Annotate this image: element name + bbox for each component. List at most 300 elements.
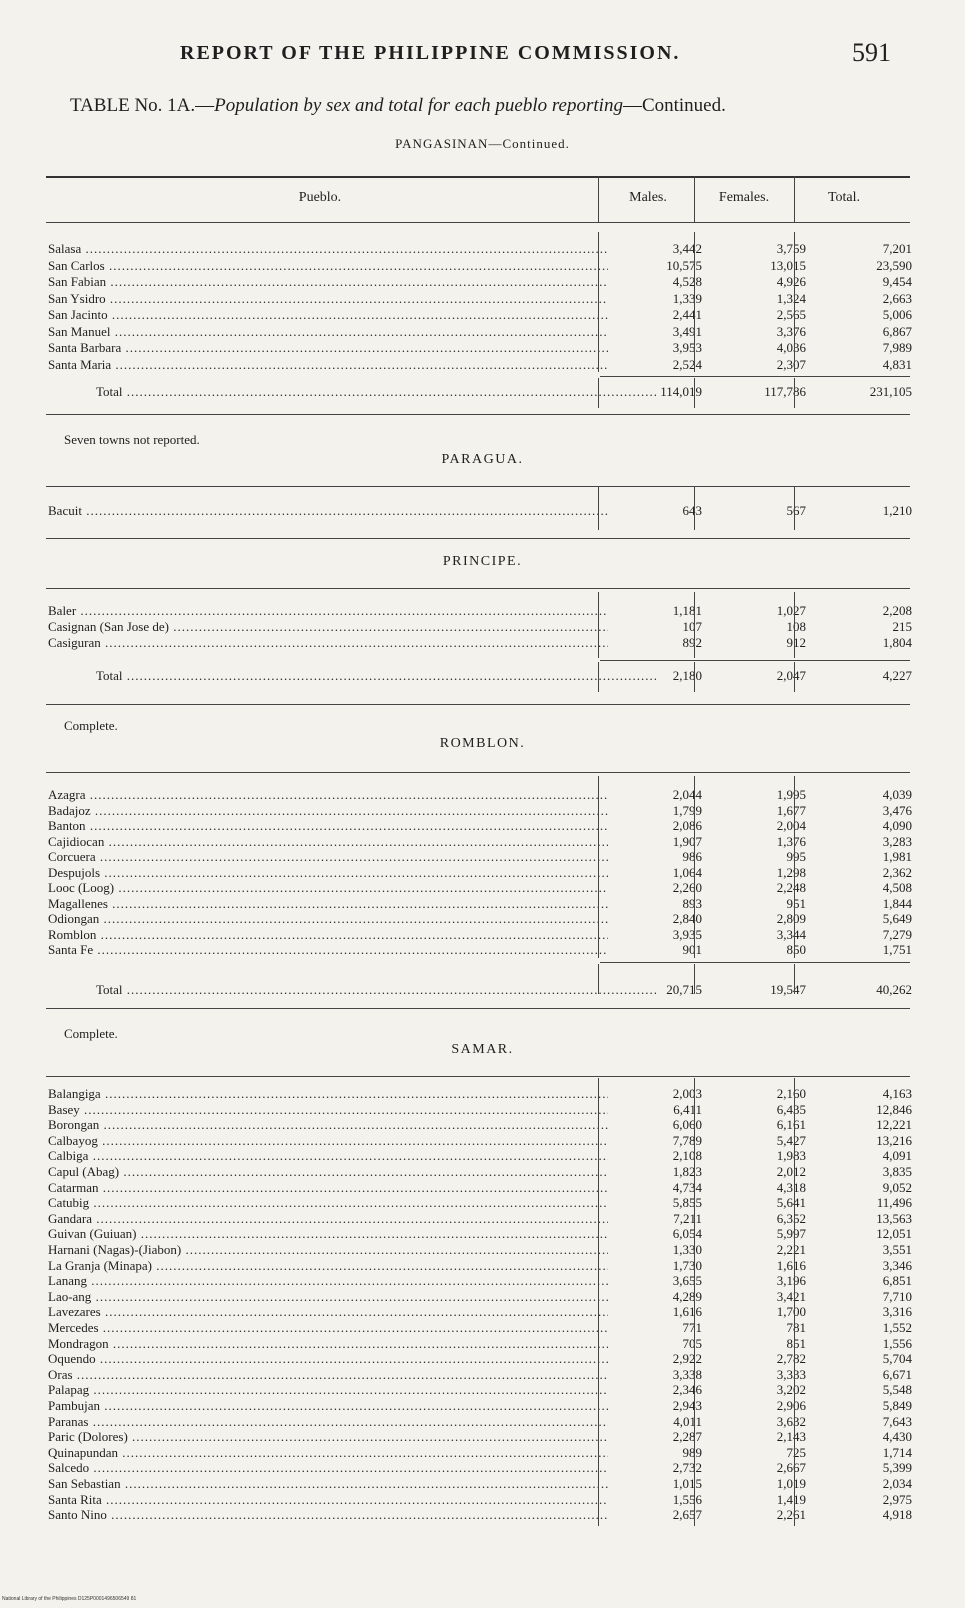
- males-value: 1,823: [672, 1164, 702, 1179]
- table-row: [0, 927, 965, 943]
- section-end-rule: [46, 1008, 910, 1009]
- total-rule: [600, 962, 910, 963]
- table-row: [0, 1226, 965, 1242]
- females-value: 5,427: [776, 1132, 806, 1148]
- section-top-rule: [46, 486, 910, 487]
- females-value: 117,786: [764, 384, 806, 399]
- females-value: 6,352: [776, 1210, 806, 1226]
- table-row: [0, 942, 965, 958]
- females-value: 567: [786, 503, 806, 518]
- table-row: [0, 1492, 965, 1508]
- pueblo-name: Magallenes .....: [48, 896, 608, 912]
- section-top-rule: [46, 772, 910, 773]
- total-value: 5,399: [882, 1460, 912, 1476]
- pueblo-name: San Jacinto .....: [48, 307, 608, 323]
- females-value: 2,906: [776, 1398, 806, 1413]
- section-end-rule: [46, 538, 910, 539]
- females-value: 3,759: [776, 241, 806, 256]
- header-bottom-rule: [46, 222, 910, 223]
- females-value: 2,248: [776, 880, 806, 895]
- females-value: 781: [786, 1320, 806, 1335]
- females-value: 4,926: [776, 274, 806, 289]
- table-row: [0, 849, 965, 865]
- total-value: 12,051: [876, 1226, 912, 1242]
- column-divider: [794, 592, 795, 658]
- table-row: [0, 635, 965, 651]
- total-value: 5,649: [882, 911, 912, 926]
- females-value: 1,995: [776, 787, 806, 802]
- pueblo-name: Lavezares .....: [48, 1304, 608, 1320]
- total-value: 231,105: [869, 384, 912, 399]
- column-divider: [694, 1078, 695, 1526]
- females-value: 725: [786, 1444, 806, 1460]
- total-value: 6,851: [882, 1273, 912, 1289]
- total-value: 40,262: [876, 982, 912, 997]
- table-row: [0, 1414, 965, 1430]
- table-row: [0, 803, 965, 819]
- header-total: Total.: [827, 190, 861, 205]
- females-value: 5,997: [776, 1226, 806, 1242]
- table-row: [0, 1258, 965, 1274]
- females-value: 2,221: [776, 1242, 806, 1257]
- males-value: 7,789: [672, 1132, 702, 1148]
- females-value: 1,019: [776, 1476, 806, 1491]
- total-value: 5,704: [882, 1351, 912, 1367]
- pueblo-name: Calbiga .....: [48, 1148, 608, 1164]
- total-value: 2,975: [882, 1491, 912, 1507]
- pueblo-name: San Carlos .....: [48, 258, 608, 274]
- table-row: [0, 1445, 965, 1461]
- column-divider: [598, 592, 599, 658]
- males-value: 3,935: [672, 926, 702, 942]
- males-value: 643: [682, 503, 702, 518]
- males-value: 2,441: [672, 307, 702, 322]
- males-value: 2,260: [672, 880, 702, 895]
- females-value: 3,632: [776, 1413, 806, 1429]
- total-value: 9,454: [882, 274, 912, 289]
- total-value: 215: [892, 619, 912, 634]
- header-divider: [694, 176, 695, 222]
- section-title-romblon: ROMBLON.: [439, 736, 526, 751]
- total-value: 4,039: [882, 787, 912, 802]
- males-value: 771: [682, 1320, 702, 1335]
- pueblo-name: Palapag .....: [48, 1382, 608, 1398]
- total-value: 12,221: [876, 1117, 912, 1133]
- males-value: 10,575: [666, 257, 702, 273]
- males-value: 1,556: [672, 1491, 702, 1507]
- males-value: 2,180: [672, 668, 702, 683]
- column-divider: [794, 486, 795, 530]
- total-value: 3,316: [882, 1304, 912, 1320]
- table-row: [0, 274, 965, 290]
- pueblo-name: Mondragon .....: [48, 1336, 608, 1352]
- section-title-principe: PRINCIPE.: [442, 554, 523, 569]
- total-value: 23,590: [876, 257, 912, 273]
- females-value: 1,677: [776, 802, 806, 818]
- pueblo-name: Mercedes .....: [48, 1320, 608, 1336]
- header-divider: [794, 176, 795, 222]
- females-value: 13,015: [770, 257, 806, 273]
- males-value: 6,411: [673, 1101, 702, 1117]
- table-row: [0, 1102, 965, 1118]
- total-value: 7,279: [882, 926, 912, 942]
- column-divider: [694, 592, 695, 658]
- table-row: [0, 1273, 965, 1289]
- pueblo-name: Santa Barbara .....: [48, 340, 608, 356]
- table-row: [0, 603, 965, 619]
- total-row: [0, 982, 965, 998]
- males-value: 989: [682, 1444, 702, 1460]
- header-pueblo: Pueblo.: [298, 190, 342, 205]
- males-value: 3,491: [672, 323, 702, 339]
- table-row: [0, 1398, 965, 1414]
- total-value: 5,548: [882, 1382, 912, 1398]
- females-value: 995: [786, 849, 806, 864]
- pueblo-name: Despujols .....: [48, 865, 608, 881]
- romblon-note: Complete.: [64, 1026, 118, 1041]
- females-value: 3,196: [776, 1273, 806, 1289]
- males-value: 107: [682, 619, 702, 634]
- column-divider: [794, 232, 795, 372]
- females-value: 1,376: [776, 833, 806, 849]
- table-row: [0, 324, 965, 340]
- females-value: 2,004: [776, 818, 806, 833]
- total-value: 3,346: [882, 1257, 912, 1273]
- pueblo-name: Baler .....: [48, 603, 608, 619]
- total-value: 1,844: [882, 895, 912, 911]
- header-females: Females.: [718, 190, 770, 205]
- females-value: 2,565: [776, 307, 806, 322]
- header-top-rule: [46, 176, 910, 178]
- total-rule: [600, 376, 910, 377]
- females-value: 4,036: [776, 340, 806, 355]
- total-value: 1,751: [882, 942, 912, 957]
- pueblo-name: Borongan .....: [48, 1117, 608, 1133]
- total-value: 2,663: [882, 290, 912, 306]
- total-row: [0, 668, 965, 684]
- table-title: [70, 95, 726, 117]
- table-row: [0, 1320, 965, 1336]
- total-value: 13,216: [876, 1132, 912, 1148]
- table-row: [0, 340, 965, 356]
- total-value: 6,867: [882, 323, 912, 339]
- males-value: 3,953: [672, 340, 702, 355]
- females-value: 2,782: [776, 1351, 806, 1367]
- females-value: 1,616: [776, 1257, 806, 1273]
- males-value: 2,346: [672, 1382, 702, 1398]
- total-value: 1,714: [882, 1444, 912, 1460]
- principe-note: Complete.: [64, 718, 118, 733]
- table-row: [0, 307, 965, 323]
- pueblo-name: Santo Nino .....: [48, 1507, 608, 1523]
- females-value: 2,143: [776, 1429, 806, 1445]
- column-divider: [694, 378, 695, 408]
- table-row: [0, 1195, 965, 1211]
- pueblo-name: Quinapundan .....: [48, 1445, 608, 1461]
- total-value: 12,846: [876, 1101, 912, 1117]
- table-row: [0, 291, 965, 307]
- table-row: [0, 1086, 965, 1102]
- males-value: 1,730: [672, 1257, 702, 1273]
- total-value: 4,227: [882, 668, 912, 683]
- females-value: 1,983: [776, 1148, 806, 1164]
- total-value: 7,201: [882, 241, 912, 256]
- females-value: 2,261: [776, 1507, 806, 1523]
- total-value: 4,508: [882, 880, 912, 895]
- females-value: 851: [786, 1335, 806, 1351]
- pueblo-name: Gandara .....: [48, 1211, 608, 1227]
- males-value: 2,003: [672, 1086, 702, 1101]
- table-row: [0, 503, 965, 519]
- pueblo-name: Casignan (San Jose de) .....: [48, 619, 608, 635]
- males-value: 893: [682, 895, 702, 911]
- pueblo-name: Lao-ang .....: [48, 1289, 608, 1305]
- total-value: 6,671: [882, 1366, 912, 1382]
- pueblo-name: Total .....: [96, 668, 656, 684]
- table-row: [0, 1304, 965, 1320]
- column-divider: [794, 662, 795, 692]
- pueblo-name: Pambujan .....: [48, 1398, 608, 1414]
- total-value: 7,989: [882, 340, 912, 355]
- females-value: 108: [786, 619, 806, 634]
- males-value: 3,655: [672, 1273, 702, 1289]
- males-value: 5,855: [672, 1195, 702, 1211]
- males-value: 1,330: [672, 1242, 702, 1257]
- pueblo-name: Calbayog .....: [48, 1133, 608, 1149]
- section-top-rule: [46, 588, 910, 589]
- males-value: 1,181: [672, 603, 702, 618]
- pueblo-name: Paric (Dolores) .....: [48, 1429, 608, 1445]
- males-value: 1,064: [672, 864, 702, 880]
- pueblo-name: Casiguran .....: [48, 635, 608, 651]
- table-row: [0, 880, 965, 896]
- females-value: 4,318: [776, 1179, 806, 1195]
- males-value: 2,287: [672, 1429, 702, 1445]
- pueblo-name: Banton .....: [48, 818, 608, 834]
- total-value: 4,163: [882, 1086, 912, 1101]
- column-divider: [598, 662, 599, 692]
- females-value: 1,419: [776, 1491, 806, 1507]
- pueblo-name: Salasa .....: [48, 241, 608, 257]
- total-value: 3,551: [882, 1242, 912, 1257]
- table-row: [0, 1242, 965, 1258]
- column-divider: [694, 232, 695, 372]
- total-value: 5,006: [882, 307, 912, 322]
- males-value: 4,011: [673, 1413, 702, 1429]
- males-value: 2,943: [672, 1398, 702, 1413]
- page-number: 591: [852, 38, 891, 67]
- males-value: 2,108: [672, 1148, 702, 1164]
- pueblo-name: Badajoz .....: [48, 803, 608, 819]
- males-value: 4,289: [672, 1288, 702, 1304]
- total-value: 1,804: [882, 635, 912, 650]
- total-value: 2,362: [882, 864, 912, 880]
- total-value: 4,831: [882, 356, 912, 372]
- table-row: [0, 1351, 965, 1367]
- pueblo-name: San Ysidro .....: [48, 291, 608, 307]
- pueblo-name: Looc (Loog) .....: [48, 880, 608, 896]
- males-value: 2,840: [672, 911, 702, 926]
- total-row: [0, 384, 965, 400]
- table-row: [0, 1382, 965, 1398]
- table-row: [0, 1133, 965, 1149]
- pueblo-name: San Fabian .....: [48, 274, 608, 290]
- table-row: [0, 1117, 965, 1133]
- column-divider: [598, 776, 599, 958]
- total-value: 5,849: [882, 1398, 912, 1413]
- males-value: 6,060: [672, 1117, 702, 1133]
- males-value: 1,907: [672, 833, 702, 849]
- pangasinan-note: Seven towns not reported.: [64, 432, 200, 447]
- total-value: 1,556: [882, 1335, 912, 1351]
- males-value: 2,044: [672, 787, 702, 802]
- pueblo-name: Azagra .....: [48, 787, 608, 803]
- table-row: [0, 1148, 965, 1164]
- pueblo-name: Cajidiocan .....: [48, 834, 608, 850]
- table-row: [0, 357, 965, 373]
- column-divider: [794, 776, 795, 958]
- pueblo-name: Paranas .....: [48, 1414, 608, 1430]
- total-rule: [600, 660, 910, 661]
- pueblo-name: Corcuera .....: [48, 849, 608, 865]
- pueblo-name: Harnani (Nagas)-(Jiabon) .....: [48, 1242, 608, 1258]
- column-divider: [598, 1078, 599, 1526]
- total-value: 1,981: [882, 849, 912, 864]
- pueblo-name: Lanang .....: [48, 1273, 608, 1289]
- header-males: Males.: [629, 190, 667, 205]
- table-row: [0, 1336, 965, 1352]
- pueblo-name: Balangiga .....: [48, 1086, 608, 1102]
- total-value: 4,091: [882, 1148, 912, 1164]
- table-row: [0, 834, 965, 850]
- total-value: 4,090: [882, 818, 912, 833]
- males-value: 3,338: [672, 1366, 702, 1382]
- pueblo-name: Santa Fe .....: [48, 942, 608, 958]
- females-value: 2,809: [776, 911, 806, 926]
- males-value: 1,799: [672, 802, 702, 818]
- total-value: 2,034: [882, 1476, 912, 1491]
- section-title-pangasinan: PANGASINAN—Continued.: [395, 136, 570, 151]
- pueblo-name: Basey .....: [48, 1102, 608, 1118]
- females-value: 2,047: [776, 668, 806, 683]
- pueblo-name: Guivan (Guiuan) .....: [48, 1226, 608, 1242]
- table-row: [0, 1460, 965, 1476]
- males-value: 2,732: [672, 1460, 702, 1476]
- table-row: [0, 1211, 965, 1227]
- total-value: 1,552: [882, 1320, 912, 1335]
- females-value: 1,027: [776, 603, 806, 618]
- column-divider: [598, 964, 599, 994]
- total-value: 3,835: [882, 1164, 912, 1179]
- table-row: [0, 1367, 965, 1383]
- column-divider: [694, 662, 695, 692]
- total-value: 4,918: [882, 1507, 912, 1523]
- females-value: 2,667: [776, 1460, 806, 1476]
- section-top-rule: [46, 1076, 910, 1077]
- males-value: 1,616: [672, 1304, 702, 1320]
- pueblo-name: La Granja (Minapa) .....: [48, 1258, 608, 1274]
- pueblo-name: Santa Rita .....: [48, 1492, 608, 1508]
- females-value: 1,324: [776, 290, 806, 306]
- males-value: 1,015: [672, 1476, 702, 1491]
- total-value: 9,052: [882, 1179, 912, 1195]
- section-end-rule: [46, 704, 910, 705]
- total-value: 3,476: [882, 802, 912, 818]
- column-divider: [694, 776, 695, 958]
- females-value: 850: [786, 942, 806, 957]
- total-value: 7,710: [882, 1288, 912, 1304]
- males-value: 6,054: [672, 1226, 702, 1242]
- females-value: 6,161: [776, 1117, 806, 1133]
- column-divider: [694, 486, 695, 530]
- table-row: [0, 787, 965, 803]
- running-title: REPORT OF THE PHILIPPINE COMMISSION.: [180, 42, 681, 64]
- males-value: 2,657: [672, 1507, 702, 1523]
- males-value: 4,734: [672, 1179, 702, 1195]
- males-value: 2,922: [672, 1351, 702, 1367]
- total-value: 1,210: [882, 503, 912, 518]
- table-row: [0, 911, 965, 927]
- total-value: 13,563: [876, 1210, 912, 1226]
- pueblo-name: Romblon .....: [48, 927, 608, 943]
- males-value: 2,524: [672, 356, 702, 372]
- males-value: 4,528: [672, 274, 702, 289]
- pueblo-name: Catubig .....: [48, 1195, 608, 1211]
- table-row: [0, 258, 965, 274]
- total-value: 2,208: [882, 603, 912, 618]
- table-row: [0, 1476, 965, 1492]
- females-value: 5,641: [776, 1195, 806, 1211]
- pueblo-name: Oras .....: [48, 1367, 608, 1383]
- females-value: 2,160: [776, 1086, 806, 1101]
- table-row: [0, 1180, 965, 1196]
- column-divider: [694, 964, 695, 994]
- table-row: [0, 1289, 965, 1305]
- males-value: 3,442: [672, 241, 702, 256]
- females-value: 1,700: [776, 1304, 806, 1320]
- females-value: 2,012: [776, 1164, 806, 1179]
- table-row: [0, 1164, 965, 1180]
- males-value: 7,211: [673, 1210, 702, 1226]
- column-divider: [794, 378, 795, 408]
- table-title-suffix: —Continued.: [622, 95, 726, 116]
- scan-footer: National Library of the Philippines D125P0001496506549 81: [2, 1596, 137, 1602]
- section-title-samar: SAMAR.: [451, 1042, 514, 1057]
- section-end-rule: [46, 414, 910, 415]
- column-divider: [794, 1078, 795, 1526]
- column-divider: [598, 378, 599, 408]
- table-title-prefix: TABLE No. 1A.—: [70, 95, 215, 116]
- females-value: 3,421: [776, 1288, 806, 1304]
- females-value: 19,547: [770, 982, 806, 997]
- table-row: [0, 818, 965, 834]
- column-divider: [598, 232, 599, 372]
- females-value: 2,307: [776, 356, 806, 372]
- females-value: 912: [786, 635, 806, 650]
- males-value: 114,019: [660, 384, 702, 399]
- males-value: 892: [682, 635, 702, 650]
- females-value: 951: [786, 895, 806, 911]
- males-value: 705: [682, 1335, 702, 1351]
- table-row: [0, 241, 965, 257]
- total-value: 7,643: [882, 1413, 912, 1429]
- table-row: [0, 1507, 965, 1523]
- pueblo-name: Salcedo .....: [48, 1460, 608, 1476]
- table-row: [0, 865, 965, 881]
- pueblo-name: Total .....: [96, 982, 656, 998]
- total-value: 3,283: [882, 833, 912, 849]
- pueblo-name: Bacuit .....: [48, 503, 608, 519]
